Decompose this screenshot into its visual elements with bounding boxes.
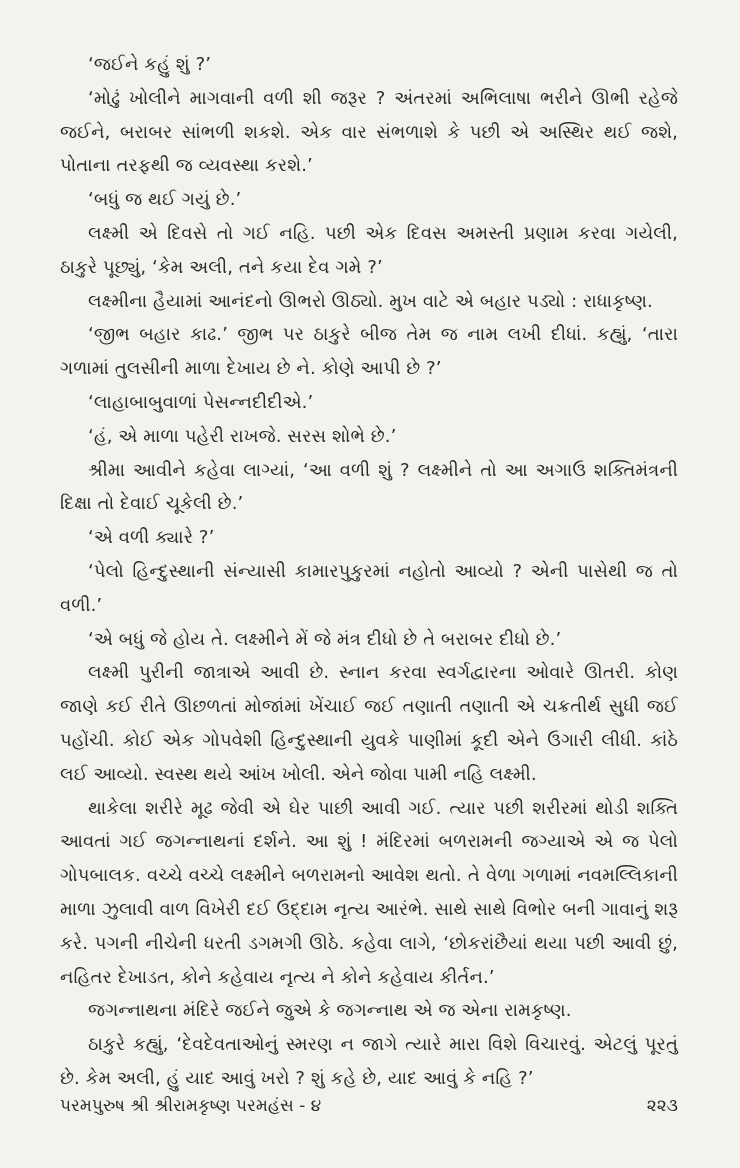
book-title: પરમપુરુષ શ્રી શ્રીરામકૃષ્ણ પરમહંસ - ૪ (60, 1096, 322, 1116)
paragraph: ‘જીભ બહાર કાઢ.’ જીભ પર ઠાકુરે બીજ તેમ જ નામ લખી દીધાં. કહ્યું, ‘તારા ગળામાં તુલસીની માળા દેખાય છે ને. કોણે આપી છે ?’ (60, 324, 678, 380)
paragraph: ‘એ વળી ક્યારે ?’ (88, 527, 215, 549)
paragraph: ‘પેલો હિન્દુસ્થાની સંન્યાસી કામારપુકુરમાં નહોતો આવ્યો ? એની પાસેથી જ તો વળી.’ (60, 560, 678, 616)
paragraph: લક્ષ્મી એ દિવસે તો ગઈ નહિ. પછી એક દિવસ અમસ્તી પ્રણામ કરવા ગયેલી, ઠાકુરે પૂછ્યું, ‘કેમ અલી, તને કયા દેવ ગમે ?’ (60, 222, 678, 278)
paragraph: ‘બધું જ થઈ ગયું છે.’ (88, 189, 242, 211)
paragraph: જગન્નાથના મંદિરે જઈને જુએ કે જગન્નાથ એ જ એના રામકૃષ્ણ. (88, 1000, 572, 1022)
paragraph: ‘એ બધું જે હોય તે. લક્ષ્મીને મેં જે મંત્ર દીધો છે તે બરાબર દીધો છે.’ (88, 628, 562, 650)
page-number: ૨૨૩ (646, 1096, 678, 1116)
paragraph: લક્ષ્મીના હૈયામાં આનંદનો ઊભરો ઊઠ્યો. મુખ વાટે એ બહાર પડ્યો : રાધાકૃષ્ણ. (88, 290, 653, 312)
paragraph: ‘લાહાબાબુવાળાં પેસન્નદીદીએ.’ (88, 391, 314, 413)
paragraph: લક્ષ્મી પુરીની જાત્રાએ આવી છે. સ્નાન કરવા સ્વર્ગદ્વારના ઓવારે ઊતરી. કોણ જાણે કઈ રીતે ઊછળતાં મોજાંમાં ખેંચાઈ જઈ તણાતી તણાતી એ ચક્રતીર્થ સુધી જઈ પહોંચી. કોઈ એક ગોપવેશી હિન્દુસ્થાની યુવકે પાણીમાં કૂદી એને ઉગારી લીધી. કાંઠે લઈ આવ્યો. સ્વસ્થ થયે આંખ ખોલી. એને જોવા પામી નહિ લક્ષ્મી. (60, 662, 678, 785)
paragraph: ‘મોઢું ખોલીને માગવાની વળી શી જરૂર ? અંતરમાં અભિલાષા ભરીને ઊભી રહેજે જઈને, બરાબર સાંભળી શકશે. એક વાર સંભળાશે કે પછી એ અસ્થિર થઈ જશે, પોતાના તરફથી જ વ્યવસ્થા કરશે.’ (60, 87, 678, 177)
paragraph: શ્રીમા આવીને કહેવા લાગ્યાં, ‘આ વળી શું ? લક્ષ્મીને તો આ અગાઉ શક્તિમંત્રની દિક્ષા તો દેવાઈ ચૂકેલી છે.’ (60, 459, 678, 515)
paragraph: ‘જઈને કહું શું ?’ (88, 54, 212, 75)
paragraph: ‘હં, એ માળા પહેરી રાખજે. સરસ શોભે છે.’ (88, 425, 397, 447)
paragraph: ઠાકુરે કહ્યું, ‘દેવદેવતાઓનું સ્મરણ ન જાગે ત્યારે મારા વિશે વિચારવું. એટલું પૂરતું છે. કેમ અલી, હું યાદ આવું ખરો ? શું કહે છે, યાદ આવું કે નહિ ?’ (60, 1034, 678, 1089)
body-text (60, 48, 678, 1096)
paragraph: થાકેલા શરીરે મૂઢ જેવી એ ઘેર પાછી આવી ગઈ. ત્યાર પછી શરીરમાં થોડી શક્તિ આવતાં ગઈ જગન્નાથનાં દર્શને. આ શું ! મંદિરમાં બળરામની જગ્યાએ એ જ પેલો ગોપબાલક. વચ્ચે વચ્ચે લક્ષ્મીને બળરામનો આવેશ થતો. તે વેળા ગળામાં નવમલ્લિકાની માળા ઝુલાવી વાળ વિખેરી દઈ ઉદ્દામ નૃત્ય આરંભે. સાથે સાથે વિભોર બની ગાવાનું શરૂ કરે. પગની નીચેની ધરતી ડગમગી ઊઠે. કહેવા લાગે, ‘છોકરાંછૈયાં થયા પછી આવી છું, નહિતર દેખાડત, કોને કહેવાય નૃત્ય ને કોને કહેવાય કીર્તન.’ (60, 797, 678, 988)
